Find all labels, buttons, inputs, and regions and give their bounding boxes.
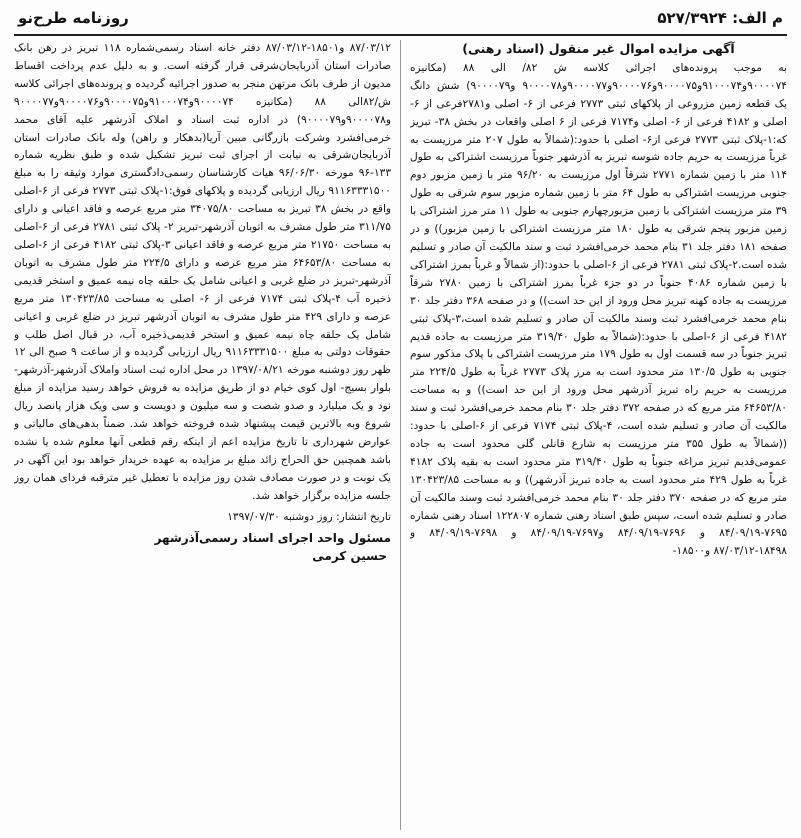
notice-body-right: به موجب پرونده‌های اجرائی کلاسه ش ۸۲/ الی ۸۸ (مکانیزه ۹۰۰۰۰۷۴و۹۱۰۰۰۷۴و۹۰۰۰۰۷۵و۹۰۰۰۰۷۶و۹۰۰۰۰۷۷و۹۰۰۰۰۷۸ و۹۰۰۰۰۷۹) شش دانگ یک قطعه زمین مزروعی از پلاکهای ثبتی ۲۷۷۳ فرعی از ۶- اصلی و۲۷۸۱فرعی از ۶- اصلی و ۴۱۸۲ فرعی از ۶- اصلی و۷۱۷۴ فرعی از ۶ اصلی واقعات در بخش ۳۸- تبریز که:۱-پلاک ثبتی ۲۷۷۳ فرعی از۶- اصلی با حدود:(شمالاً به طول ۲۰۷ متر مرزیست به غرباً مرزیست به حریم جاده شوسه تبریز به آذرشهر جنوباً مرزیست اشتراکی به طول ۱۱۴ متر با زمین شماره ۲۷۷۱ شرقاً اول مرزیست به ۹۶/۲۰ متر با زمین مزبور دوم جنوبی مرزیست اشتراکی به طول ۶۴ متر با زمین شماره مزبور سوم شرقی به طول ۳۹ متر مرزیست اشتراکی با زمین مزبورچهارم جنوبی به طول ۱۱ متر مرز اشتراکی با زمین مزبور پنجم شرقی به طول ۱۸۰ متر مرزیست اشتراکی با زمین مزبور)) و در صفحه ۱۸۱ دفتر جلد ۳۱ بنام محمد خرمی‌افشرد ثبت و سند مالکیت آن صادر و تسلیم شده است.۲-پلاک ثبتی ۲۷۸۱ فرعی از ۶-اصلی با حدود:(از شمالاً و غرباً بمرز اشتراکی با زمین شماره ۴۰۸۶ جنوباً در دو جزء غرباً بمرز اشتراکی با زمین ۲۷۸۰ شرقاً مرزیست به جاده کهنه تبریز محل ورود از این حد است)) و در صفحه ۳۶۸ دفتر جلد ۳۰ بنام محمد خرمی‌افشرد ثبت وسند مالکیت آن صادر و تسلیم شده است،۳-پلاک ثبتی ۴۱۸۲ فرعی از ۶-اصلی با حدود:(شمالاً به طول ۳۱۹/۴۰ متر مرزیست به جاده قدیم تبریز جنوباً در سه قسمت اول به طول ۱۷۹ متر مرزیست اشتراکی با پلاک مذکور سوم جنوبی به طول ۱۳۰/۵ متر محدود است به مرز پلاک ۲۷۷۳ غرباً به طول ۲۲۴/۵ متر مرزیست به حریم راه تبریز آذرشهر محل ورود از این حد است)) و به مساحت ۶۴۶۵۳/۸۰ متر مربع که در صفحه ۳۷۲ دفتر جلد ۳۰ بنام محمد خرمی‌افشرد ثبت و سند مالکیت آن صادر و تسلیم شده است، ۴-پلاک ثبتی ۷۱۷۴ فرعی از ۶-اصلی با حدود:((شمالاً به طول ۳۵۵ متر مرزیست به شارع قانلی گلی محدود است به جاده عمومی‌قدیم تبریز مراغه جنوباً به طول ۳۱۹/۴۰ متر محدود است به بقیه پلاک ۴۱۸۲ غرباً به طول ۴۲۹ متر محدود است به جاده تبریز آذرشهر)) و به مساحت ۱۳۰۴۲۳/۸۵ متر مربع که در صفحه ۳۷۰ دفتر جلد ۳۰ بنام محمد خرمی‌افشرد ثبت وسند مالکیت آن صادر و تسلیم شده است، سپس طبق اسناد رهنی شماره ۱۲۲۸۰۷ اسناد رهنی شماره ۷۶۹۵-۸۴/۰۹/۱۹ و ۷۶۹۶-۸۴/۰۹/۱۹ و۷۶۹۷-۸۴/۰۹/۱۹ و ۷۶۹۸-۸۴/۰۹/۱۹ و ۱۸۴۹۸-۸۷/۰۳/۱۲ و۱۸۵۰۰- [410, 61, 787, 558]
notice-title: آگهی مزایده اموال غیر منقول (اسناد رهنی) [462, 41, 735, 56]
signer-unit: مسئول واحد اجرای اسناد رسمی‌آذرشهر [154, 531, 391, 546]
page-header [18, 4, 783, 32]
newspaper-name: روزنامه طرح‌نو [18, 9, 129, 27]
column-divider [400, 40, 401, 830]
publish-date: تاریخ انتشار: روز دوشنبه ۱۳۹۷/۰۷/۳۰ [227, 510, 391, 523]
notice-code: م الف: ۵۲۷/۳۹۲۴ [657, 9, 783, 27]
notice-body-left: ۸۷/۰۳/۱۲ و۱۸۵۰۱-۸۷/۰۳/۱۲ دفتر خانه اسناد رسمی‌شماره ۱۱۸ تبریز در رهن بانک صادرات استان آذربایجان‌شرقی قرار گرفته است. و به دلیل عدم پرداخت اقساط مدیون از طرف بانک مرتهن منجر به صدور اجرائیه گردیده و پرونده‌های اجرائی کلاسه ش/۸۲الی ۸۸ (مکانیزه ۹۰۰۰۰۷۴و۹۱۰۰۰۷۴و۹۰۰۰۰۷۵و۹۰۰۰۰۷۶و۹۰۰۰۰۷۷ و۹۰۰۰۰۷۸و۹۰۰۰۰۷۹) در اداره ثبت اسناد و املاک آذرشهر علیه آقای محمد خرمی‌افشرد وشرکت بازرگانی مبین آریا(بدهکار و راهن) وله بانک صادرات استان آذربایجان‌شرقی به نیابت از اجرای ثبت تبریز تشکیل شده و طبق نظریه شماره ۱۳۳-۹۶ مورخه ۹۶/۰۶/۳۰ هیات کارشناسان رسمی‌دادگستری موارد وثیقه را به مبلغ ۹۱۱۶۳۳۳۱۵۰۰ ریال ارزیابی گردیده و پلاکهای فوق:۱-پلاک ثبتی ۲۷۷۳ فرعی از ۶-اصلی واقع در بخش ۳۸ تبریز به مساحت ۳۴۰۷۵/۸۰ متر مربع عرصه و فاقد اعیانی و دارای ۳۱۱/۷۵ متر طول مشرف به اتوبان آذرشهر-تبریز ۲- پلاک ثبتی ۲۷۸۱ فرعی از ۶-اصلی به مساحت ۲۱۷۵۰ متر مربع عرصه و فاقد اعیانی ۳-پلاک ثبتی ۴۱۸۲ فرعی از ۶-اصلی به مساحت ۶۴۶۵۳/۸۰ متر مربع عرصه و دارای ۲۲۴/۵ متر طول مشرف به اتوبان آذرشهر-تبریز در ضلع غربی و اعیانی شامل یک حلقه چاه نیمه عمیق و استخر قدیمی ذخیره آب ۴-پلاک ثبتی ۷۱۷۴ فرعی از ۶- اصلی به مساحت ۱۳۰۴۲۳/۸۵ متر مربع عرصه و دارای ۴۲۹ متر طول مشرف به اتوبان آذرشهر تبریز در ضلع غربی و اعیانی شامل یک حلقه چاه نیمه عمیق و استخر قدیمی‌ذخیره آب، در قبال اصل طلب و حقوقات دولتی به مبلغ ۹۱۱۶۳۳۳۱۵۰۰ ریال ارزیابی گردیده و از ساعت ۹ صبح الی ۱۲ ظهر روز دوشنبه مورخه ۱۳۹۷/۰۸/۲۱ در محل اداره ثبت اسناد واملاک آذرشهر-آذرشهر- بلوار بسیج- اول کوی خیام دو از طریق مزایده به فروش خواهد رسید مزایده از مبلغ نود و یک میلیارد و صدو شصت و سه میلیون و دویست و سی ویک هزار پانصد ریال شروع وبه بالاترین قیمت پیشنهاد شده فروخته خواهد شد. ضمناً بدهی‌های مالیاتی و عوارض شهرداری تا تاریخ مزایده اعم از اینکه رقم قطعی آنها معلوم شده یا نشده باشد همچنین حق الحراج زائد مبلغ بر مزایده به عهده خریدار خواهد بود این آگهی در یک نوبت و در صورت مصادف شدن روز مزایده با تعطیل غیر مترقبه فردای همان روز جلسه مزایده برگزار خواهد شد. [14, 42, 391, 502]
notice-column-right [410, 40, 787, 832]
header-divider [14, 34, 787, 36]
signer-name: حسین کرمی [312, 549, 387, 564]
notice-column-left [14, 40, 391, 832]
